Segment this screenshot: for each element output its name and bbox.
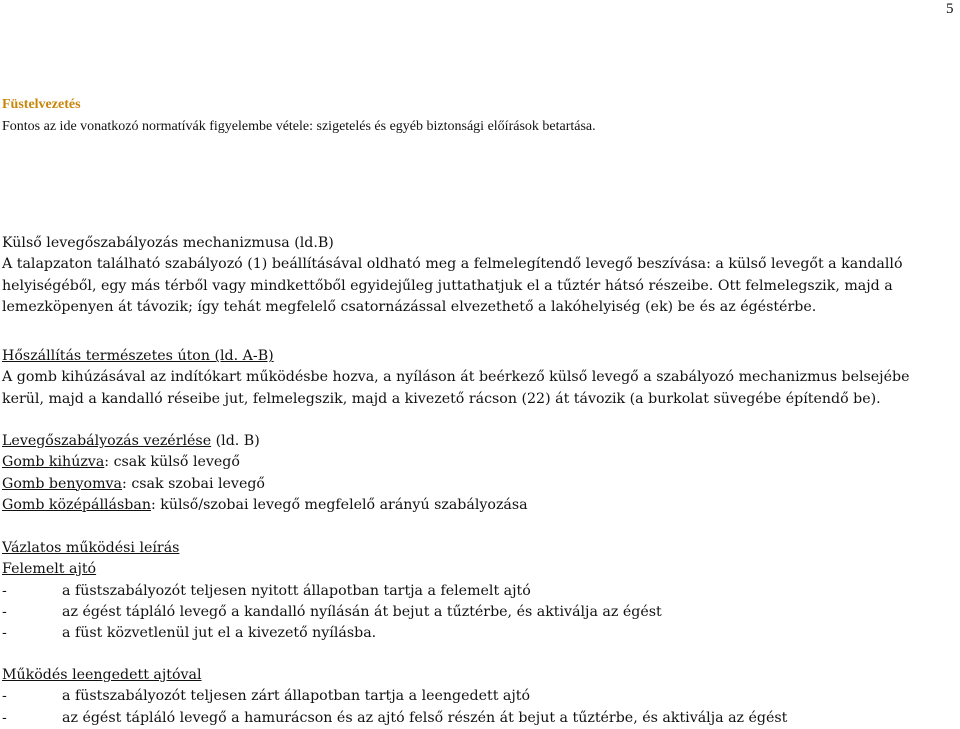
air-control-item xyxy=(2,495,954,516)
external-air-section xyxy=(2,233,954,318)
lowered-door-heading: Működés leengedett ajtóval xyxy=(2,667,202,683)
list-dash: - xyxy=(2,688,7,705)
lowered-door-section xyxy=(2,665,954,729)
air-control-item-text: : csak szobai levegő xyxy=(122,475,265,492)
raised-door-heading: Felemelt ajtó xyxy=(2,561,97,578)
air-control-item xyxy=(2,452,954,473)
list-dash: - xyxy=(2,709,7,726)
intro-title: Füstelvezetés xyxy=(2,97,81,112)
air-control-heading-ref: (ld. B) xyxy=(211,433,260,449)
list-item xyxy=(2,602,954,623)
air-control-heading-main: Levegőszabályozás vezérlése xyxy=(2,433,212,449)
external-air-heading: Külső levegőszabályozás mechanizmusa (ld.B) xyxy=(2,235,334,251)
air-control-section xyxy=(2,431,954,516)
heat-transport-heading: Hőszállítás természetes úton (ld. A-B) xyxy=(2,348,274,364)
list-item xyxy=(2,581,954,602)
air-control-item xyxy=(2,474,954,495)
air-control-item-label: Gomb benyomva xyxy=(2,475,123,492)
intro-text: Fontos az ide vonatkozó normatívák figyelembe vétele: szigetelés és egyéb biztonsági előírások betartása. xyxy=(2,119,596,134)
heat-transport-text: A gomb kihúzásával az indítókart működésbe hozva, a nyíláson át beérkező külső levegő a szabályozó mechanizmus belsejébe kerül, majd a kandalló réseibe jut, felmelegszik, majd a kivezető rácson (22) át távozik (a burkolat süvegébe építendő be). xyxy=(2,369,910,407)
air-control-item-label: Gomb kihúzva xyxy=(2,454,105,471)
list-item-text: a füstszabályozót teljesen nyitott állapotban tartja a felemelt ajtó xyxy=(62,582,531,599)
air-control-item-text: : csak külső levegő xyxy=(104,454,240,471)
list-item-text: az égést tápláló levegő a hamurácson és az ajtó felső részén át bejut a tűztérbe, és aktiválja az égést xyxy=(62,709,788,726)
air-control-heading xyxy=(2,431,954,452)
external-air-text: A talapzaton található szabályozó (1) beállításával oldható meg a felmelegítendő levegő beszívása: a külső levegőt a kandalló helyiségéből, egy más térből vagy mindkettőből egyidejűleg juttathatjuk el a tűztér hátsó részeibe. Ott felmelegszik, majd a lemezköpenyen át távozik; így tehát megfelelő csatornázással elvezethető a lakóhelyiség (ek) be és az égéstérbe. xyxy=(2,256,903,315)
list-item-text: a füstszabályozót teljesen zárt állapotban tartja a leengedett ajtó xyxy=(62,688,531,705)
list-item xyxy=(2,708,954,729)
page-number: 5 xyxy=(946,1,954,17)
list-item-text: az égést tápláló levegő a kandalló nyílásán át bejut a tűztérbe, és aktiválja az égést xyxy=(62,603,662,620)
operation-section xyxy=(2,538,954,644)
list-item-text: a füst közvetlenül jut el a kivezető nyílásba. xyxy=(62,625,377,642)
air-control-item-label: Gomb középállásban xyxy=(2,496,151,513)
heat-transport-section xyxy=(2,346,954,410)
list-dash: - xyxy=(2,603,7,620)
list-item xyxy=(2,686,954,707)
operation-heading: Vázlatos működési leírás xyxy=(2,540,180,556)
list-dash: - xyxy=(2,582,7,599)
list-dash: - xyxy=(2,625,7,642)
list-item xyxy=(2,623,954,644)
air-control-item-text: : külső/szobai levegő megfelelő arányú szabályozása xyxy=(150,496,528,513)
